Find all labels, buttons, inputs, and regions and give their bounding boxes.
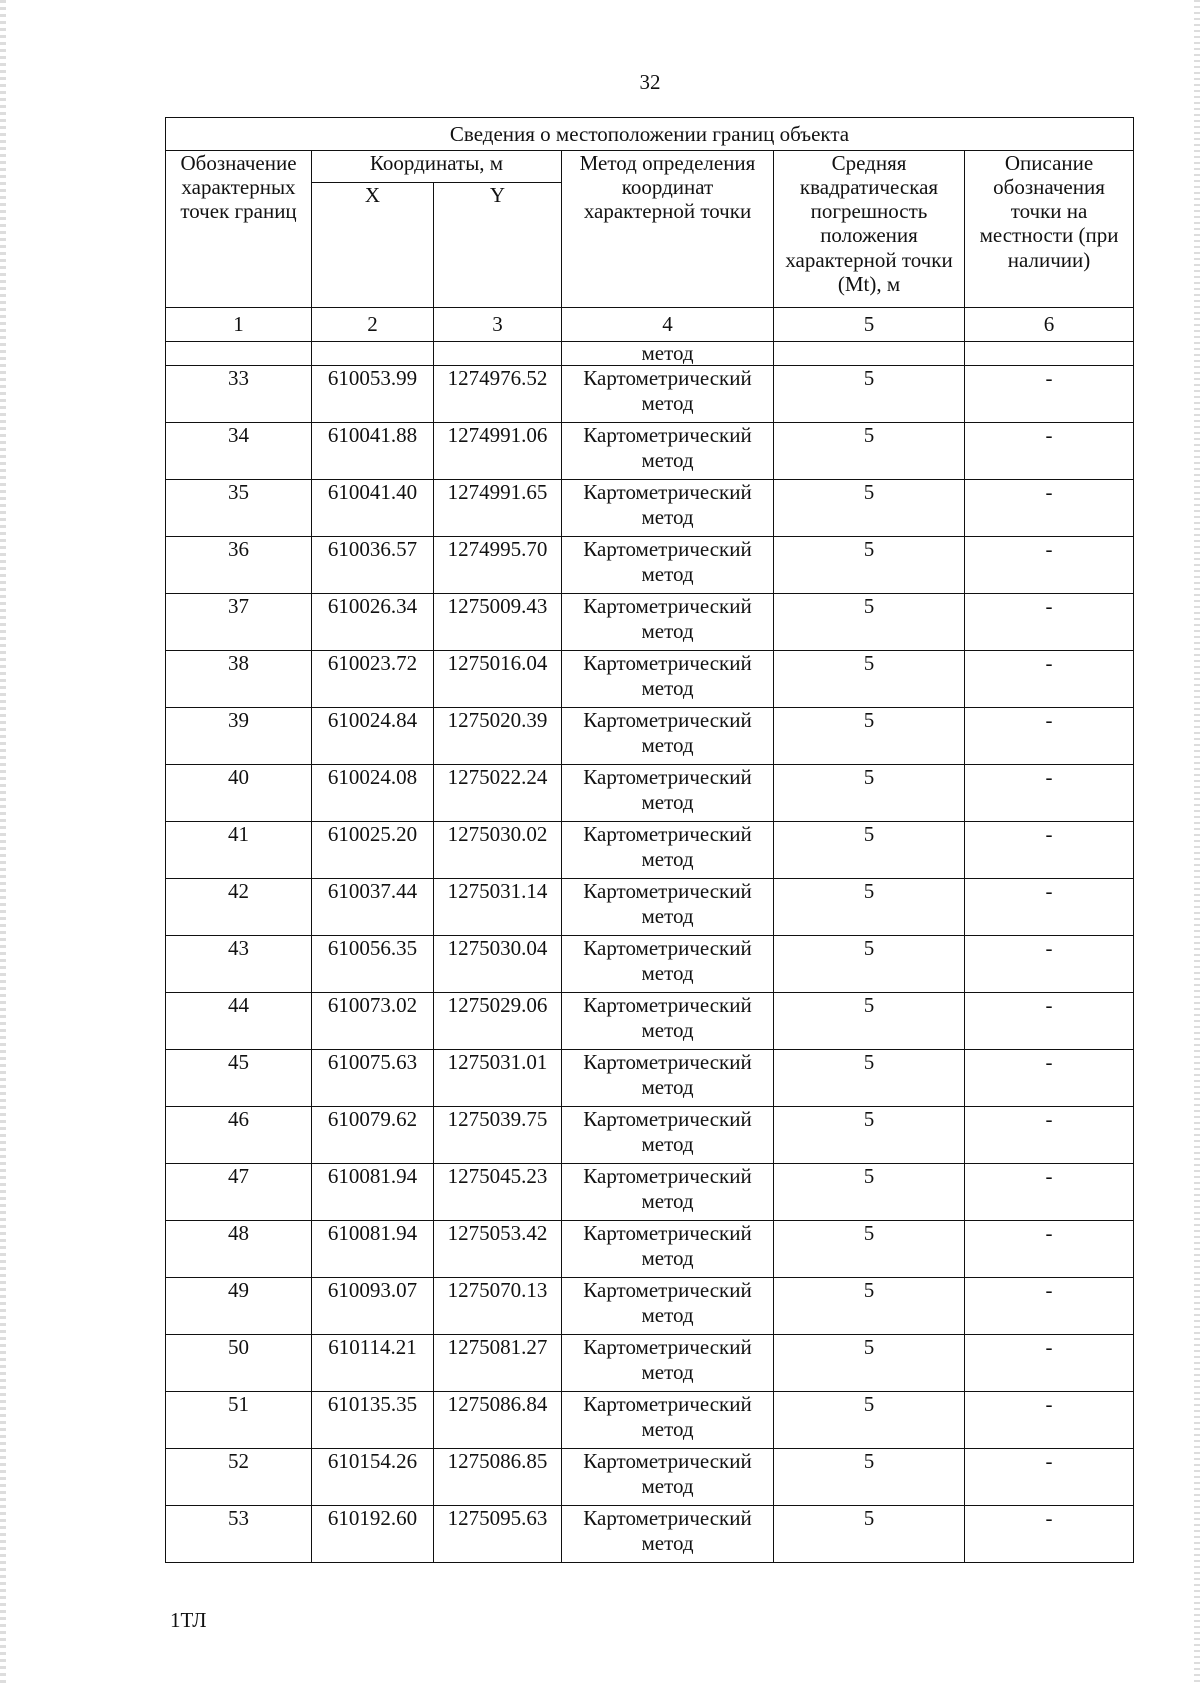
point-cell: 51	[166, 1392, 312, 1449]
table-row	[166, 594, 1134, 651]
mean-error-cell: 5	[774, 1164, 965, 1221]
x-coordinate-cell: 610053.99	[312, 366, 434, 423]
table-row	[166, 993, 1134, 1050]
header-coordinates-group: Координаты, м	[312, 151, 562, 183]
header-method: Метод определения координат характерной точки	[562, 151, 774, 308]
y-coordinate-cell: 1275031.14	[434, 879, 562, 936]
point-cell: 48	[166, 1221, 312, 1278]
column-number: 1	[166, 308, 312, 342]
table-row	[166, 366, 1134, 423]
mean-error-cell: 5	[774, 594, 965, 651]
method-cell: Картометрический метод	[562, 708, 774, 765]
y-coordinate-cell: 1275086.85	[434, 1449, 562, 1506]
scan-edge-right	[1194, 0, 1200, 1686]
table-row	[166, 537, 1134, 594]
point-cell: 33	[166, 366, 312, 423]
description-cell: -	[965, 537, 1134, 594]
description-cell: -	[965, 993, 1134, 1050]
x-coordinate-cell: 610081.94	[312, 1164, 434, 1221]
mean-error-cell: 5	[774, 651, 965, 708]
point-cell: 37	[166, 594, 312, 651]
table-row	[166, 1449, 1134, 1506]
y-coordinate-cell: 1275081.27	[434, 1335, 562, 1392]
table-title-row	[166, 118, 1134, 151]
column-number: 2	[312, 308, 434, 342]
column-number: 4	[562, 308, 774, 342]
method-cell: Картометрический метод	[562, 537, 774, 594]
y-coordinate-cell: 1275031.01	[434, 1050, 562, 1107]
y-coordinate-cell: 1275095.63	[434, 1506, 562, 1563]
method-cell: Картометрический метод	[562, 651, 774, 708]
mean-error-cell: 5	[774, 993, 965, 1050]
table-row	[166, 936, 1134, 993]
column-number: 3	[434, 308, 562, 342]
method-cell: Картометрический метод	[562, 1221, 774, 1278]
x-coordinate-cell: 610025.20	[312, 822, 434, 879]
point-cell: 46	[166, 1107, 312, 1164]
point-cell: 53	[166, 1506, 312, 1563]
y-coordinate-cell: 1275086.84	[434, 1392, 562, 1449]
method-cell: Картометрический метод	[562, 594, 774, 651]
x-coordinate-cell: 610041.40	[312, 480, 434, 537]
table-row	[166, 480, 1134, 537]
method-cell: Картометрический метод	[562, 822, 774, 879]
point-cell: 44	[166, 993, 312, 1050]
description-cell: -	[965, 651, 1134, 708]
continuation-row	[166, 342, 1134, 366]
description-cell: -	[965, 1221, 1134, 1278]
x-coordinate-cell: 610079.62	[312, 1107, 434, 1164]
point-cell: 39	[166, 708, 312, 765]
x-coordinate-cell: 610075.63	[312, 1050, 434, 1107]
column-numbers-row	[166, 308, 1134, 342]
method-cell: Картометрический метод	[562, 423, 774, 480]
table-row	[166, 1050, 1134, 1107]
mean-error-cell: 5	[774, 708, 965, 765]
description-cell: -	[965, 1107, 1134, 1164]
point-cell: 36	[166, 537, 312, 594]
table-row	[166, 1506, 1134, 1563]
mean-error-cell: 5	[774, 1392, 965, 1449]
y-coordinate-cell: 1275039.75	[434, 1107, 562, 1164]
description-cell: -	[965, 1506, 1134, 1563]
mean-error-cell: 5	[774, 765, 965, 822]
y-coordinate-cell: 1275070.13	[434, 1278, 562, 1335]
method-cell: Картометрический метод	[562, 480, 774, 537]
x-coordinate-cell: 610056.35	[312, 936, 434, 993]
point-cell: 45	[166, 1050, 312, 1107]
mean-error-cell: 5	[774, 1107, 965, 1164]
y-coordinate-cell: 1275009.43	[434, 594, 562, 651]
table-row	[166, 879, 1134, 936]
mean-error-cell: 5	[774, 1221, 965, 1278]
point-cell: 38	[166, 651, 312, 708]
mean-error-cell: 5	[774, 1335, 965, 1392]
method-cell: Картометрический метод	[562, 993, 774, 1050]
method-cell: Картометрический метод	[562, 1107, 774, 1164]
description-cell: -	[965, 423, 1134, 480]
footer-code: 1ТЛ	[170, 1608, 207, 1632]
y-coordinate-cell: 1275020.39	[434, 708, 562, 765]
point-cell: 50	[166, 1335, 312, 1392]
mean-error-cell: 5	[774, 822, 965, 879]
y-coordinate-cell: 1274991.06	[434, 423, 562, 480]
header-y: Y	[434, 183, 562, 308]
x-coordinate-cell: 610024.84	[312, 708, 434, 765]
x-coordinate-cell: 610114.21	[312, 1335, 434, 1392]
method-cell: Картометрический метод	[562, 1050, 774, 1107]
x-coordinate-cell: 610081.94	[312, 1221, 434, 1278]
header-description: Описание обозначения точки на местности (при наличии)	[965, 151, 1134, 308]
x-coordinate-cell: 610036.57	[312, 537, 434, 594]
description-cell: -	[965, 1050, 1134, 1107]
table-row	[166, 1335, 1134, 1392]
method-cell: Картометрический метод	[562, 1449, 774, 1506]
x-coordinate-cell: 610073.02	[312, 993, 434, 1050]
method-cell: Картометрический метод	[562, 1335, 774, 1392]
mean-error-cell: 5	[774, 423, 965, 480]
method-cell: Картометрический метод	[562, 1278, 774, 1335]
mean-error-cell: 5	[774, 1050, 965, 1107]
scan-edge-left	[0, 0, 6, 1686]
point-cell: 43	[166, 936, 312, 993]
x-coordinate-cell: 610037.44	[312, 879, 434, 936]
description-cell: -	[965, 936, 1134, 993]
y-coordinate-cell: 1274976.52	[434, 366, 562, 423]
x-coordinate-cell: 610154.26	[312, 1449, 434, 1506]
boundary-coordinates-table	[165, 117, 1134, 1563]
description-cell: -	[965, 1164, 1134, 1221]
table-row	[166, 1221, 1134, 1278]
y-coordinate-cell: 1275029.06	[434, 993, 562, 1050]
method-cell: Картометрический метод	[562, 1392, 774, 1449]
mean-error-cell: 5	[774, 1506, 965, 1563]
y-coordinate-cell: 1274991.65	[434, 480, 562, 537]
y-coordinate-cell: 1275053.42	[434, 1221, 562, 1278]
description-cell: -	[965, 480, 1134, 537]
point-cell: 42	[166, 879, 312, 936]
header-mean-error: Средняя квадратическая погрешность положения характерной точки (Mt), м	[774, 151, 965, 308]
method-cell: Картометрический метод	[562, 1164, 774, 1221]
x-coordinate-cell: 610041.88	[312, 423, 434, 480]
point-cell: 41	[166, 822, 312, 879]
x-coordinate-cell: 610024.08	[312, 765, 434, 822]
mean-error-cell: 5	[774, 537, 965, 594]
point-cell: 35	[166, 480, 312, 537]
point-cell: 52	[166, 1449, 312, 1506]
y-coordinate-cell: 1275030.04	[434, 936, 562, 993]
point-cell: 49	[166, 1278, 312, 1335]
table-row	[166, 1107, 1134, 1164]
description-cell: -	[965, 765, 1134, 822]
mean-error-cell: 5	[774, 480, 965, 537]
method-cell: Картометрический метод	[562, 879, 774, 936]
x-coordinate-cell: 610023.72	[312, 651, 434, 708]
point-cell: 40	[166, 765, 312, 822]
point-cell: 47	[166, 1164, 312, 1221]
x-coordinate-cell: 610093.07	[312, 1278, 434, 1335]
table-row	[166, 1278, 1134, 1335]
header-point-designation: Обозначение характерных точек границ	[166, 151, 312, 308]
y-coordinate-cell: 1275016.04	[434, 651, 562, 708]
description-cell: -	[965, 822, 1134, 879]
table-title: Сведения о местоположении границ объекта	[166, 118, 1134, 151]
x-coordinate-cell: 610026.34	[312, 594, 434, 651]
y-coordinate-cell: 1275022.24	[434, 765, 562, 822]
description-cell: -	[965, 366, 1134, 423]
y-coordinate-cell: 1275045.23	[434, 1164, 562, 1221]
x-coordinate-cell: 610192.60	[312, 1506, 434, 1563]
description-cell: -	[965, 1335, 1134, 1392]
y-coordinate-cell: 1274995.70	[434, 537, 562, 594]
method-cell: Картометрический метод	[562, 765, 774, 822]
method-cell: Картометрический метод	[562, 366, 774, 423]
table-row	[166, 765, 1134, 822]
y-coordinate-cell: 1275030.02	[434, 822, 562, 879]
x-coordinate-cell: 610135.35	[312, 1392, 434, 1449]
header-x: X	[312, 183, 434, 308]
description-cell: -	[965, 1278, 1134, 1335]
column-number: 6	[965, 308, 1134, 342]
description-cell: -	[965, 879, 1134, 936]
method-cell: Картометрический метод	[562, 936, 774, 993]
description-cell: -	[965, 594, 1134, 651]
table-row	[166, 423, 1134, 480]
description-cell: -	[965, 1392, 1134, 1449]
mean-error-cell: 5	[774, 1449, 965, 1506]
table-row	[166, 651, 1134, 708]
page-number: 32	[639, 70, 661, 94]
description-cell: -	[965, 708, 1134, 765]
method-cell: Картометрический метод	[562, 1506, 774, 1563]
continuation-method: метод	[562, 342, 774, 366]
table-row	[166, 822, 1134, 879]
mean-error-cell: 5	[774, 936, 965, 993]
header-row-1	[166, 151, 1134, 183]
mean-error-cell: 5	[774, 879, 965, 936]
mean-error-cell: 5	[774, 1278, 965, 1335]
point-cell: 34	[166, 423, 312, 480]
description-cell: -	[965, 1449, 1134, 1506]
mean-error-cell: 5	[774, 366, 965, 423]
table-row	[166, 1392, 1134, 1449]
column-number: 5	[774, 308, 965, 342]
table-row	[166, 1164, 1134, 1221]
table-row	[166, 708, 1134, 765]
